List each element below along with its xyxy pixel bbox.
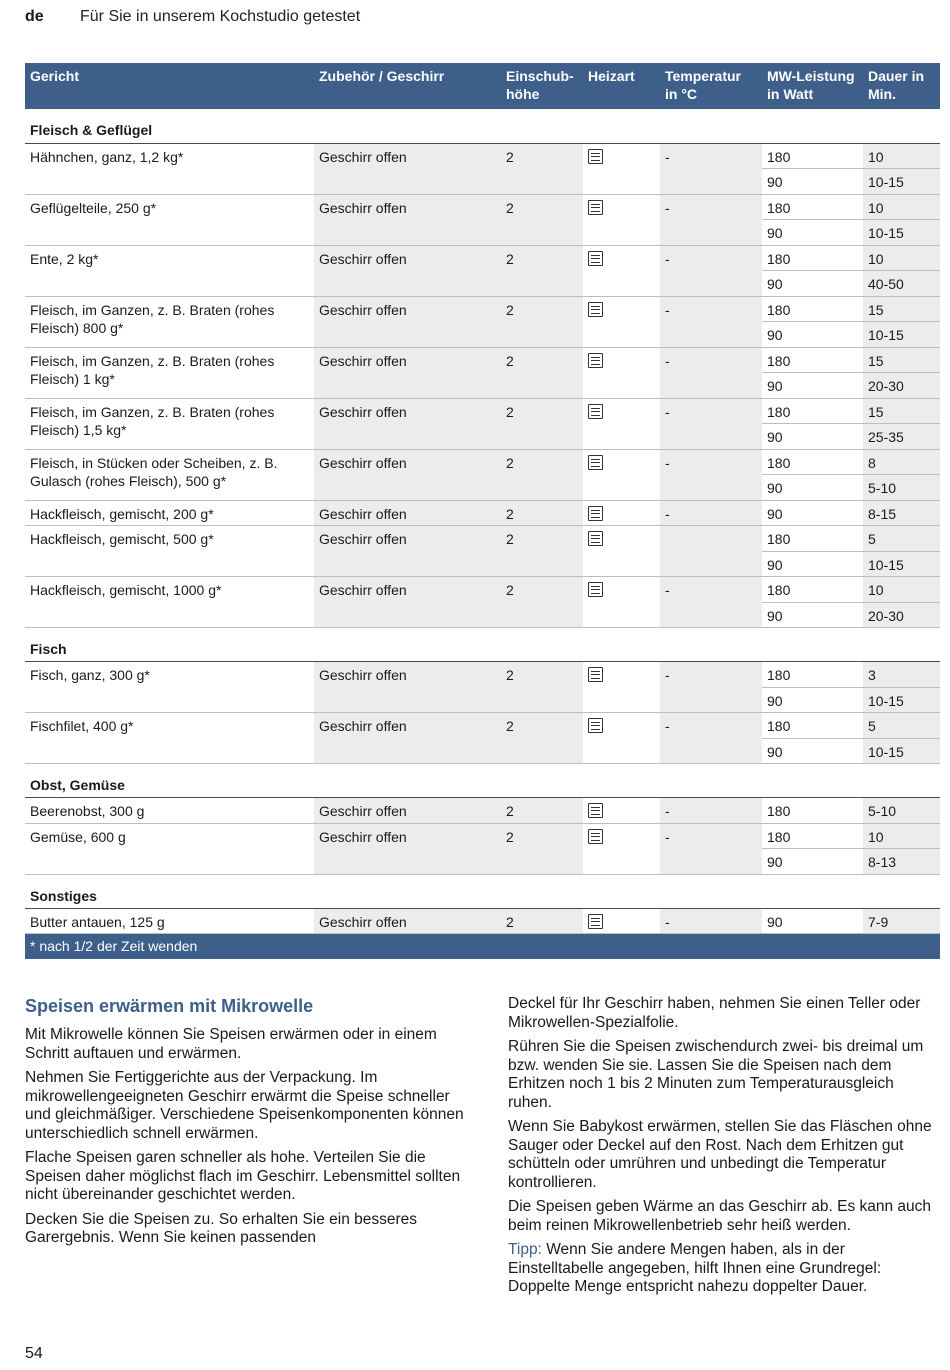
- body-paragraph: Nehmen Sie Fertiggerichte aus der Verpackung. Im mikrowellengeeigneten Geschirr erwärmt die Speise schneller und gleichmäßiger. Verschiedene Speisenkomponenten können unterschiedlich schnell erwärmen.: [25, 1069, 464, 1142]
- accessory-cell: Geschirr offen: [314, 449, 501, 500]
- microwave-power-cell: 180: [762, 143, 863, 169]
- shelf-level-cell: 2: [501, 143, 583, 194]
- table-row: [25, 713, 940, 739]
- column-header: [501, 63, 583, 109]
- accessory-cell: Geschirr offen: [314, 398, 501, 449]
- microwave-power-cell: 90: [762, 322, 863, 348]
- microwave-power-cell: 90: [762, 908, 863, 934]
- column-header-line: in °C: [665, 86, 698, 102]
- table-row: [25, 449, 940, 475]
- table-row: [25, 245, 940, 271]
- section-row: [25, 109, 940, 143]
- settings-table: [25, 63, 940, 959]
- top-bottom-heat-icon: [588, 455, 603, 470]
- table-row: [25, 296, 940, 322]
- section-row: [25, 874, 940, 908]
- table-row: [25, 823, 940, 849]
- shelf-level-cell: 2: [501, 500, 583, 526]
- column-header-line: Heizart: [588, 68, 635, 84]
- column-header: [863, 63, 940, 109]
- accessory-cell: Geschirr offen: [314, 798, 501, 824]
- heating-mode-cell: [583, 500, 660, 526]
- heating-mode-cell: [583, 143, 660, 194]
- heating-mode-cell: [583, 347, 660, 398]
- column-header-line: Gericht: [30, 68, 80, 84]
- section-title: Sonstiges: [25, 874, 940, 908]
- table-row: [25, 347, 940, 373]
- microwave-power-cell: 90: [762, 271, 863, 297]
- duration-cell: 10-15: [863, 551, 940, 577]
- duration-cell: 15: [863, 296, 940, 322]
- duration-cell: 10: [863, 194, 940, 220]
- heating-mode-cell: [583, 526, 660, 577]
- duration-cell: 20-30: [863, 602, 940, 628]
- shelf-level-cell: 2: [501, 713, 583, 764]
- duration-cell: 10: [863, 577, 940, 603]
- dish-name: Fleisch, im Ganzen, z. B. Braten (rohes Fleisch) 1 kg*: [25, 347, 314, 398]
- accessory-cell: Geschirr offen: [314, 526, 501, 577]
- shelf-level-cell: 2: [501, 823, 583, 874]
- dish-name: Hackfleisch, gemischt, 1000 g*: [25, 577, 314, 628]
- accessory-cell: Geschirr offen: [314, 823, 501, 874]
- microwave-power-cell: 90: [762, 220, 863, 246]
- dish-name: Hackfleisch, gemischt, 500 g*: [25, 526, 314, 577]
- table-row: [25, 398, 940, 424]
- temperature-cell: -: [660, 449, 762, 500]
- accessory-cell: Geschirr offen: [314, 296, 501, 347]
- temperature-cell: -: [660, 500, 762, 526]
- duration-cell: 15: [863, 398, 940, 424]
- shelf-level-cell: 2: [501, 194, 583, 245]
- temperature-cell: -: [660, 296, 762, 347]
- table-header-row: [25, 63, 940, 109]
- duration-cell: 8-13: [863, 849, 940, 875]
- top-bottom-heat-icon: [588, 582, 603, 597]
- page-header: [25, 8, 940, 28]
- heating-mode-cell: [583, 577, 660, 628]
- top-bottom-heat-icon: [588, 353, 603, 368]
- dish-name: Fleisch, in Stücken oder Scheiben, z. B. Gulasch (rohes Fleisch), 500 g*: [25, 449, 314, 500]
- temperature-cell: -: [660, 908, 762, 934]
- top-bottom-heat-icon: [588, 149, 603, 164]
- duration-cell: 7-9: [863, 908, 940, 934]
- top-bottom-heat-icon: [588, 251, 603, 266]
- heating-mode-cell: [583, 798, 660, 824]
- microwave-power-cell: 180: [762, 194, 863, 220]
- microwave-power-cell: 180: [762, 245, 863, 271]
- heating-mode-cell: [583, 908, 660, 934]
- duration-cell: 8-15: [863, 500, 940, 526]
- duration-cell: 10: [863, 143, 940, 169]
- duration-cell: 25-35: [863, 424, 940, 450]
- table-row: [25, 908, 940, 934]
- body-paragraph: Mit Mikrowelle können Sie Speisen erwärmen oder in einem Schritt auftauen und erwärmen.: [25, 1026, 437, 1062]
- shelf-level-cell: 2: [501, 662, 583, 713]
- microwave-power-cell: 180: [762, 662, 863, 688]
- duration-cell: 10-15: [863, 220, 940, 246]
- accessory-cell: Geschirr offen: [314, 194, 501, 245]
- top-bottom-heat-icon: [588, 914, 603, 929]
- microwave-power-cell: 180: [762, 296, 863, 322]
- temperature-cell: -: [660, 347, 762, 398]
- duration-cell: 10-15: [863, 322, 940, 348]
- microwave-power-cell: 90: [762, 475, 863, 501]
- accessory-cell: Geschirr offen: [314, 577, 501, 628]
- dish-name: Fleisch, im Ganzen, z. B. Braten (rohes Fleisch) 1,5 kg*: [25, 398, 314, 449]
- heating-mode-cell: [583, 296, 660, 347]
- dish-name: Geflügelteile, 250 g*: [25, 194, 314, 245]
- shelf-level-cell: 2: [501, 296, 583, 347]
- temperature-cell: -: [660, 194, 762, 245]
- footnote-row: [25, 934, 940, 959]
- body-paragraph: Wenn Sie Babykost erwärmen, stellen Sie das Fläschen ohne Sauger oder Deckel auf den Rost. Nach dem Erhitzen gut schütteln oder umrühren und unbedingt die Temperatur kontrollieren.: [508, 1118, 932, 1191]
- microwave-power-cell: 90: [762, 602, 863, 628]
- text-column-right: [508, 995, 940, 1303]
- accessory-cell: Geschirr offen: [314, 347, 501, 398]
- microwave-power-cell: 180: [762, 449, 863, 475]
- accessory-cell: Geschirr offen: [314, 500, 501, 526]
- temperature-cell: -: [660, 398, 762, 449]
- top-bottom-heat-icon: [588, 506, 603, 521]
- microwave-power-cell: 90: [762, 169, 863, 195]
- dish-name: Butter antauen, 125 g: [25, 908, 314, 934]
- section-heading: Speisen erwärmen mit Mikrowelle: [25, 996, 314, 1016]
- table-row: [25, 143, 940, 169]
- temperature-cell: -: [660, 662, 762, 713]
- duration-cell: 5: [863, 713, 940, 739]
- heating-mode-cell: [583, 245, 660, 296]
- shelf-level-cell: 2: [501, 347, 583, 398]
- accessory-cell: Geschirr offen: [314, 713, 501, 764]
- tip-text: Wenn Sie andere Mengen haben, als in der Einstelltabelle angegeben, hilft Ihnen eine Grundregel: Doppelte Menge entspricht nahezu doppelter Dauer.: [508, 1241, 882, 1295]
- microwave-power-cell: 90: [762, 500, 863, 526]
- temperature-cell: -: [660, 823, 762, 874]
- duration-cell: 20-30: [863, 373, 940, 399]
- body-paragraph: Deckel für Ihr Geschirr haben, nehmen Sie einen Teller oder Mikrowellen-Spezialfolie.: [508, 995, 921, 1031]
- duration-cell: 3: [863, 662, 940, 688]
- dish-name: Beerenobst, 300 g: [25, 798, 314, 824]
- duration-cell: 5-10: [863, 798, 940, 824]
- top-bottom-heat-icon: [588, 531, 603, 546]
- section-row: [25, 764, 940, 798]
- section-title: Fisch: [25, 628, 940, 662]
- accessory-cell: Geschirr offen: [314, 908, 501, 934]
- duration-cell: 5: [863, 526, 940, 552]
- heating-mode-cell: [583, 662, 660, 713]
- shelf-level-cell: 2: [501, 245, 583, 296]
- table-row: [25, 662, 940, 688]
- top-bottom-heat-icon: [588, 803, 603, 818]
- column-header: [25, 63, 314, 109]
- microwave-power-cell: 90: [762, 373, 863, 399]
- shelf-level-cell: 2: [501, 577, 583, 628]
- section-row: [25, 628, 940, 662]
- duration-cell: 10-15: [863, 738, 940, 764]
- top-bottom-heat-icon: [588, 718, 603, 733]
- duration-cell: 8: [863, 449, 940, 475]
- temperature-cell: -: [660, 143, 762, 194]
- microwave-power-cell: 90: [762, 424, 863, 450]
- section-title: Fleisch & Geflügel: [25, 109, 940, 143]
- top-bottom-heat-icon: [588, 404, 603, 419]
- accessory-cell: Geschirr offen: [314, 662, 501, 713]
- microwave-power-cell: 180: [762, 347, 863, 373]
- microwave-power-cell: 90: [762, 738, 863, 764]
- top-bottom-heat-icon: [588, 667, 603, 682]
- dish-name: Fisch, ganz, 300 g*: [25, 662, 314, 713]
- duration-cell: 10-15: [863, 687, 940, 713]
- column-header: [660, 63, 762, 109]
- duration-cell: 10: [863, 823, 940, 849]
- body-paragraph: Rühren Sie die Speisen zwischendurch zwei- bis dreimal um bzw. wenden Sie sie. Lassen Sie die Speisen nach dem Erhitzen noch 1 bis 2 Minuten zum Temperaturausgleich ruhen.: [508, 1038, 924, 1111]
- microwave-power-cell: 180: [762, 577, 863, 603]
- tip-paragraph: [508, 1241, 940, 1297]
- table-row: [25, 500, 940, 526]
- heating-mode-cell: [583, 823, 660, 874]
- top-bottom-heat-icon: [588, 302, 603, 317]
- column-header: [583, 63, 660, 109]
- page-header-title: Für Sie in unserem Kochstudio getestet: [80, 8, 361, 25]
- accessory-cell: Geschirr offen: [314, 143, 501, 194]
- body-paragraph: Decken Sie die Speisen zu. So erhalten Sie ein besseres Garergebnis. Wenn Sie keinen passenden: [25, 1210, 418, 1246]
- top-bottom-heat-icon: [588, 829, 603, 844]
- column-header-line: Zubehör / Geschirr: [319, 68, 445, 84]
- duration-cell: 15: [863, 347, 940, 373]
- column-header: [314, 63, 501, 109]
- dish-name: Hackfleisch, gemischt, 200 g*: [25, 500, 314, 526]
- duration-cell: 10-15: [863, 169, 940, 195]
- microwave-power-cell: 180: [762, 398, 863, 424]
- microwave-power-cell: 180: [762, 526, 863, 552]
- dish-name: Fischfilet, 400 g*: [25, 713, 314, 764]
- temperature-cell: -: [660, 577, 762, 628]
- dish-name: Hähnchen, ganz, 1,2 kg*: [25, 143, 314, 194]
- shelf-level-cell: 2: [501, 526, 583, 577]
- microwave-power-cell: 180: [762, 713, 863, 739]
- heating-mode-cell: [583, 398, 660, 449]
- heating-mode-cell: [583, 194, 660, 245]
- microwave-power-cell: 90: [762, 551, 863, 577]
- duration-cell: 5-10: [863, 475, 940, 501]
- microwave-power-cell: 90: [762, 687, 863, 713]
- column-header: [762, 63, 863, 109]
- text-column-left: [25, 995, 465, 1254]
- table-row: [25, 577, 940, 603]
- heating-mode-cell: [583, 449, 660, 500]
- shelf-level-cell: 2: [501, 798, 583, 824]
- column-header-line: Einschub-: [506, 68, 574, 84]
- table-row: [25, 798, 940, 824]
- shelf-level-cell: 2: [501, 398, 583, 449]
- tip-label: Tipp:: [508, 1241, 542, 1258]
- column-header-line: in Watt: [767, 86, 814, 102]
- column-header-line: MW-Leistung: [767, 68, 855, 84]
- section-title: Obst, Gemüse: [25, 764, 940, 798]
- shelf-level-cell: 2: [501, 908, 583, 934]
- footnote: * nach 1/2 der Zeit wenden: [25, 934, 940, 959]
- duration-cell: 40-50: [863, 271, 940, 297]
- language-code: de: [25, 8, 44, 25]
- heating-mode-cell: [583, 713, 660, 764]
- table-row: [25, 194, 940, 220]
- column-header-line: höhe: [506, 86, 540, 102]
- temperature-cell: [660, 526, 762, 577]
- microwave-power-cell: 180: [762, 823, 863, 849]
- dish-name: Ente, 2 kg*: [25, 245, 314, 296]
- temperature-cell: -: [660, 798, 762, 824]
- accessory-cell: Geschirr offen: [314, 245, 501, 296]
- microwave-power-cell: 180: [762, 798, 863, 824]
- table-row: [25, 526, 940, 552]
- page-number: 54: [25, 1345, 43, 1362]
- dish-name: Gemüse, 600 g: [25, 823, 314, 874]
- body-paragraph: Die Speisen geben Wärme an das Geschirr ab. Es kann auch beim reinen Mikrowellenbetrieb sehr heiß werden.: [508, 1198, 932, 1234]
- shelf-level-cell: 2: [501, 449, 583, 500]
- column-header-line: Dauer in: [868, 68, 925, 84]
- column-header-line: Min.: [868, 86, 896, 102]
- temperature-cell: -: [660, 713, 762, 764]
- column-header-line: Temperatur: [665, 68, 741, 84]
- microwave-power-cell: 90: [762, 849, 863, 875]
- body-paragraph: Flache Speisen garen schneller als hohe. Verteilen Sie die Speisen daher möglichst flach im Geschirr. Lebensmittel sollten nicht übereinander geschichtet werden.: [25, 1149, 461, 1203]
- dish-name: Fleisch, im Ganzen, z. B. Braten (rohes Fleisch) 800 g*: [25, 296, 314, 347]
- top-bottom-heat-icon: [588, 200, 603, 215]
- temperature-cell: -: [660, 245, 762, 296]
- duration-cell: 10: [863, 245, 940, 271]
